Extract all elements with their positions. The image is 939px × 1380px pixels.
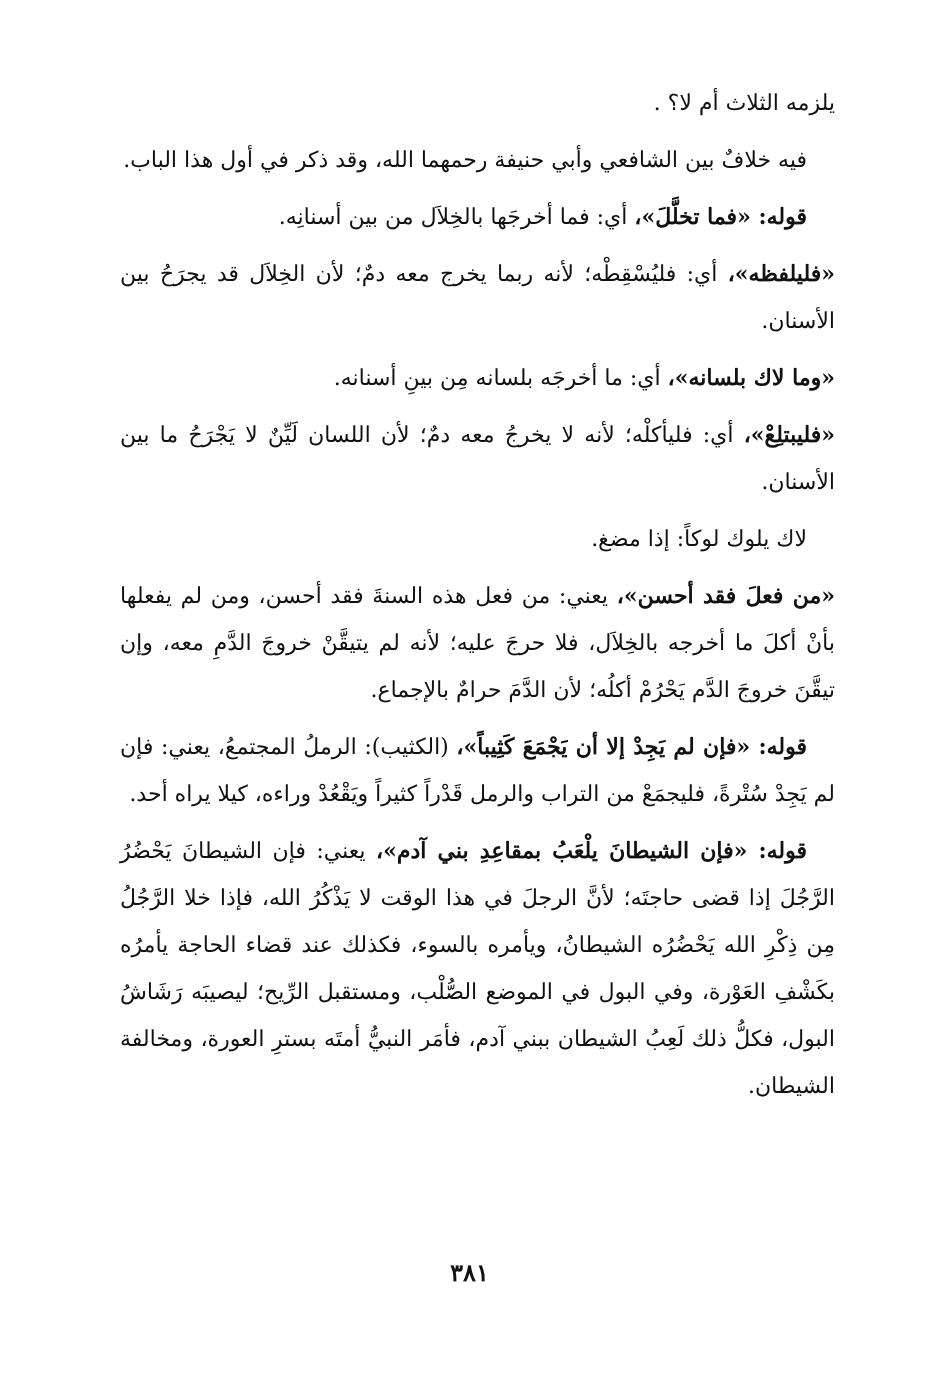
paragraph-6: «فليبتلِعْ»، أي: فليأكلْه؛ لأنه لا يخرجُ معه دمٌ؛ لأن اللسان لَيِّنٌ لا يَجْرَحُ ما بين الأسنان.: [120, 422, 835, 495]
paragraph-8: «من فعلَ فقد أحسن»، يعني: من فعل هذه السنةَ فقد أحسن، ومن لم يفعلها بأنْ أكلَ ما أخرجه بالخِلاَل، فلا حرجَ عليه؛ لأنه لم يتيقَّنْ خروجَ الدَّمِ معه، وإن تيقَّنَ خروجَ الدَّم يَحْرُمْ أكلُه؛ لأن الدَّمَ حرامٌ بالإجماع.: [120, 583, 835, 703]
paragraph-10: قوله: «فإن الشيطانَ يلْعَبُ بمقاعِدِ بني آدم»، يعني: فإن الشيطانَ يَحْضُرُ الرَّجُلَ إذا قضى حاجتَه؛ لأنَّ الرجلَ في هذا الوقت لا يَذْكُرُ الله، فإذا خلا الرَّجُلُ مِن ذِكْرِ الله يَحْضُرُه الشيطانُ، ويأمره بالسوء، فكذلك عند قضاء الحاجة يأمرُه بكَشْفِ العَوْرة، وفي البول في الموضع الصُّلْب، ومستقبل الرِّيح؛ ليصيبَه رَشَاشُ البول، فكلُّ ذلك لَعِبُ الشيطان ببني آدم، فأمَر النبيُّ أمتَه بسترِ العورة، ومخالفة الشيطان.: [120, 838, 835, 1099]
page-body: [120, 80, 835, 1120]
paragraph-7: لاك يلوك لوكاً: إذا مضغ.: [591, 527, 807, 552]
paragraph-9: قوله: «فإن لم يَجِدْ إلا أن يَجْمَعَ كَثِيباً»، (الكثيب): الرملُ المجتمعُ، يعني: فإن لم يَجِدْ سُتْرةً، فليجمَعْ من التراب والرمل قَدْراً كثيراً ويَقْعُدْ وراءه، كيلا يراه أحد.: [120, 734, 835, 807]
paragraph-2: فيه خلافٌ بين الشافعي وأبي حنيفة رحمهما الله، وقد ذكر في أول هذا الباب.: [123, 148, 807, 173]
paragraph-4: «فليلفظه»، أي: فليُسْقِطْه؛ لأنه ربما يخرج معه دمٌ؛ لأن الخِلاَل قد يجرَحُ بين الأسنان.: [120, 261, 835, 334]
page-number: ٣٨١: [450, 1258, 489, 1287]
paragraph-1: يلزمه الثلاث أم لا؟ .: [653, 91, 835, 116]
paragraph-3: قوله: «فما تخلَّلَ»، أي: فما أخرجَها بالخِلاَل من بين أسنانِه.: [278, 204, 807, 230]
paragraph-5: «وما لاك بلسانه»، أي: ما أخرجَه بلسانه مِن بينِ أسنانه.: [333, 365, 835, 391]
